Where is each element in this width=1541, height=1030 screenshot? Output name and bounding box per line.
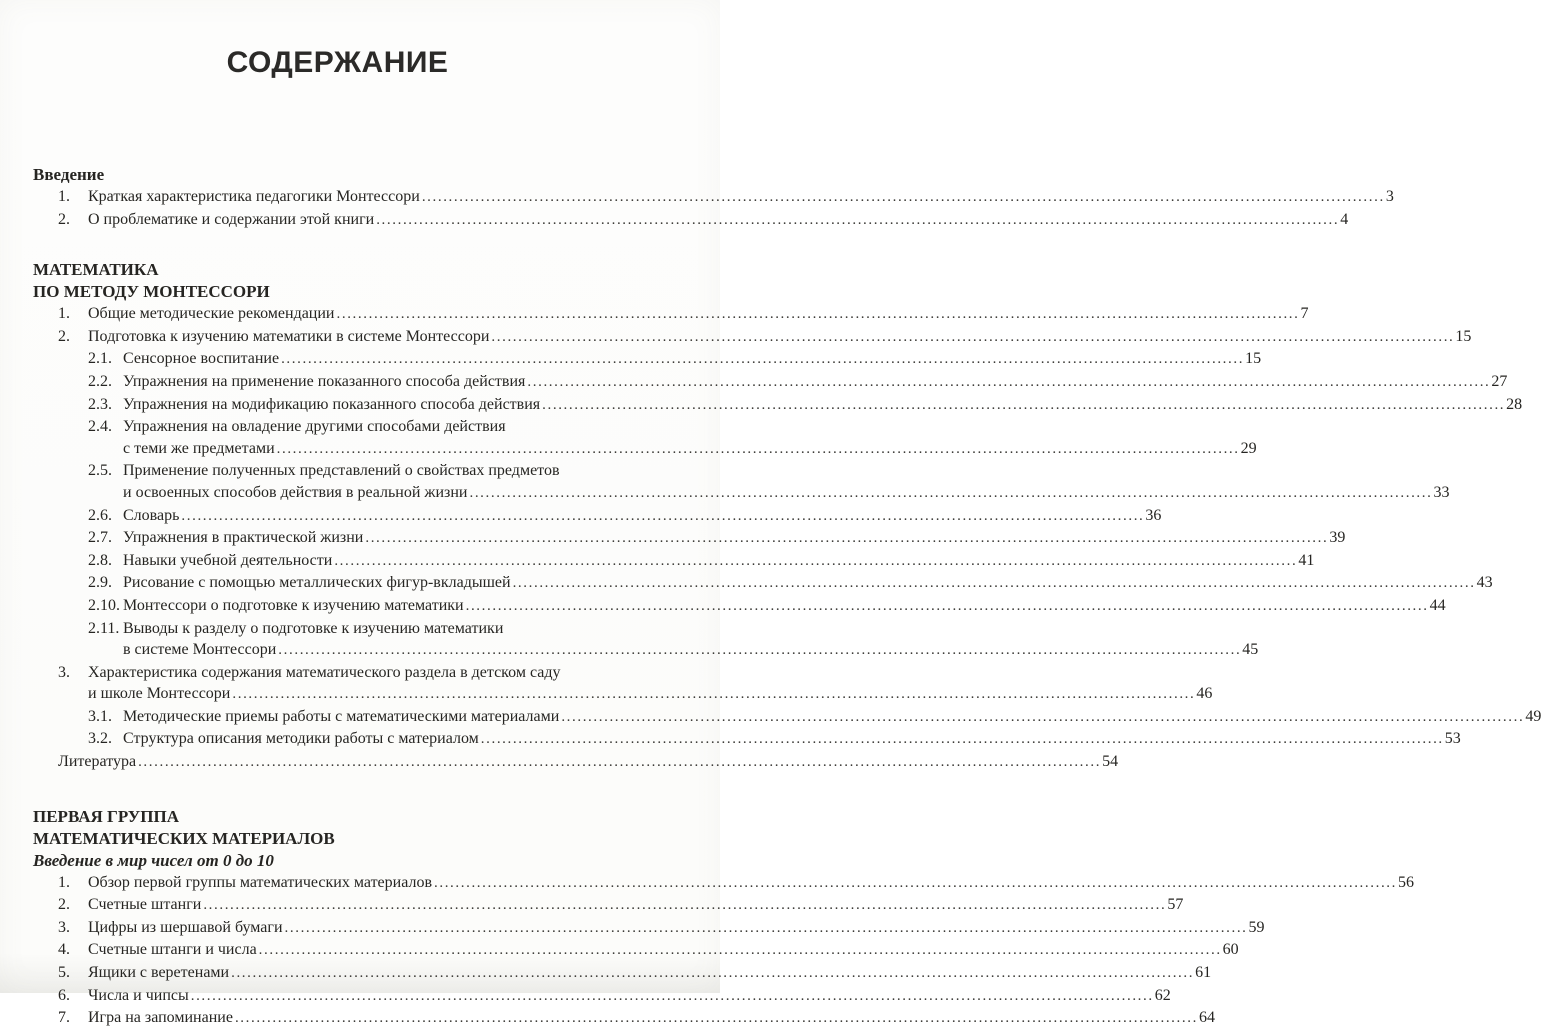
entry-text: Рисование с помощью металлических фигур-вкладышей [123,574,511,592]
entry-text: Выводы к разделу о подготовке к изучению математики [123,619,504,637]
entry-text: Обзор первой группы математических материалов [88,873,432,891]
toc-entry [33,527,1346,550]
entry-number: 2.4. [88,418,112,436]
entry-text: Подготовка к изучению математики в системе Монтессори [88,327,490,345]
toc-entry [33,917,1265,940]
leader-dots [434,873,1397,895]
section-heading: Введение в мир чисел от 0 до 10 [33,850,274,870]
entry-number: 4. [58,941,70,959]
page-number: 39 [1329,529,1346,547]
toc-entry [33,894,1184,917]
entry-number: 1. [58,188,70,205]
entry-text: Общие методические рекомендации [88,305,335,323]
page-number: 43 [1476,574,1493,592]
page-number: 3 [1385,188,1394,205]
entry-number: 3. [58,918,70,936]
toc-entry [33,326,1472,349]
entry-text: Упражнения на применение показанного способа действия [123,372,526,390]
leader-dots [235,1008,1198,1030]
page-number: 61 [1195,964,1212,982]
page-number: 27 [1491,372,1508,390]
entry-number: 2.10. [88,596,120,614]
page-number: 7 [1300,305,1309,323]
toc-section [33,164,1394,231]
entry-text: Числа и чипсы [88,986,189,1004]
leader-dots [469,483,1432,505]
toc-entry [33,728,1461,751]
toc-entry [33,371,1508,394]
entry-text: Монтессори о подготовке к изучению математики [123,596,464,614]
page-number: 15 [1245,350,1262,368]
entry-text: Счетные штанги и числа [88,941,257,959]
toc-entry [33,394,1523,417]
entry-number: 2.9. [88,574,112,592]
leader-dots [466,596,1429,618]
toc-entry [33,962,1212,985]
entry-number: 2.3. [88,395,112,413]
toc-entry [33,416,642,438]
section-heading: ПО МЕТОДУ МОНТЕССОРИ [33,282,270,302]
entry-text: Структура описания методики работы с материалом [123,730,479,748]
leader-dots [138,752,1101,774]
page-number: 62 [1154,986,1171,1004]
leader-dots [203,895,1166,917]
entry-text: в системе Монтессори [123,641,277,659]
section-heading: МАТЕМАТИКА [33,260,159,280]
leader-dots [422,187,1385,209]
entry-number: 2.11. [88,619,120,637]
page-number: 60 [1222,941,1239,959]
entry-number: 2. [58,896,70,914]
entry-number: 2.5. [88,462,112,480]
page-title: СОДЕРЖАНИЕ [226,46,449,79]
page-number: 36 [1145,506,1162,524]
toc-entry [33,751,1119,774]
entry-text: и освоенных способов действия в реальной жизни [123,483,468,501]
page-number: 53 [1444,730,1461,748]
entry-number: 1. [58,305,70,323]
toc-entry [33,595,1446,618]
entry-text: с теми же предметами [123,439,275,457]
leader-dots [376,210,1339,232]
leader-dots [365,528,1328,550]
leader-dots [542,395,1505,417]
leader-dots [481,729,1444,751]
entry-text: Литература [58,753,137,771]
page-number: 41 [1298,551,1315,569]
entry-text: Цифры из шершавой бумаги [88,918,283,936]
entry-number: 5. [58,964,70,982]
entry-number: 7. [58,1009,70,1027]
page-number: 44 [1429,596,1446,614]
page-number: 56 [1398,873,1414,891]
entry-text: Применение полученных представлений о свойствах предметов [123,462,560,480]
leader-dots [231,963,1194,985]
entry-number: 2.8. [88,551,112,569]
toc-entry [33,872,1414,895]
page-number: 46 [1196,685,1213,703]
entry-number: 3. [58,663,70,681]
entry-number: 1. [58,873,70,891]
toc-entry-continuation [33,639,1259,662]
leader-dots [191,986,1154,1008]
leader-dots [527,372,1490,394]
toc-entry [33,618,642,640]
entry-number: 3.2. [88,730,112,748]
entry-text: Словарь [123,506,180,524]
toc-entry [33,550,1315,573]
leader-dots [285,918,1248,940]
leader-dots [278,640,1241,662]
entry-text: Упражнения на модификацию показанного способа действия [123,395,541,413]
page-number: 4 [1340,210,1349,228]
leader-dots [334,551,1297,573]
entry-text: Упражнения на овладение другими способами действия [123,418,506,436]
leader-dots [281,349,1244,371]
section-heading: Введение [33,165,105,184]
entry-text: Ящики с веретенами [88,964,230,982]
entry-text: Методические приемы работы с математическими материалами [123,707,560,725]
leader-dots [181,506,1144,528]
toc-entry [33,209,1349,232]
entry-text: Игра на запоминание [88,1009,233,1027]
page-number: 15 [1455,327,1472,345]
toc-list [33,164,1541,1030]
entry-number: 6. [58,986,70,1004]
entry-number: 2.6. [88,506,112,524]
toc-entry [33,348,1262,371]
page-number: 45 [1242,641,1259,659]
page-number: 57 [1167,896,1184,914]
toc-section [33,259,1541,773]
toc-entry [33,303,1309,326]
leader-dots [337,304,1300,326]
leader-dots [513,573,1476,595]
toc-entry [33,460,642,482]
entry-number: 2. [58,210,70,228]
entry-text: Навыки учебной деятельности [123,551,333,569]
page-number: 33 [1433,483,1450,501]
toc-section [33,806,1414,1030]
toc-entry [33,985,1171,1008]
entry-text: О проблематике и содержании этой книги [88,210,375,228]
page-number: 29 [1240,439,1257,457]
toc-entry [33,186,1394,209]
entry-number: 3.1. [88,707,112,725]
leader-dots [277,439,1240,461]
leader-dots [232,684,1195,706]
toc-entry [33,505,1162,528]
page-number: 59 [1248,918,1265,936]
toc-entry [33,939,1239,962]
entry-text: Характеристика содержания математического раздела в детском саду [88,663,561,681]
page-number: 54 [1102,753,1119,771]
entry-text: Упражнения в практической жизни [123,529,364,547]
entry-text: Краткая характеристика педагогики Монтессори [88,188,420,205]
entry-number: 2.7. [88,529,112,547]
toc-entry-continuation [33,438,1257,461]
entry-number: 2. [58,327,70,345]
toc-entry [33,706,1541,729]
toc-entry-continuation [33,482,1450,505]
page-number: 28 [1506,395,1523,413]
leader-dots [561,707,1524,729]
section-heading: ПЕРВАЯ ГРУППА [33,806,179,826]
entry-number: 2.2. [88,372,112,390]
toc-entry-continuation [33,683,1213,706]
page-number: 64 [1198,1009,1215,1027]
entry-text: и школе Монтессори [88,685,231,703]
page-number: 49 [1525,707,1541,725]
entry-text: Счетные штанги [88,896,202,914]
toc-entry [33,662,642,684]
leader-dots [491,327,1454,349]
section-heading: МАТЕМАТИЧЕСКИХ МАТЕРИАЛОВ [33,828,335,848]
toc-entry [33,1007,1215,1030]
entry-number: 2.1. [88,350,112,368]
toc-entry [33,572,1493,595]
leader-dots [259,940,1222,962]
entry-text: Сенсорное воспитание [123,350,280,368]
